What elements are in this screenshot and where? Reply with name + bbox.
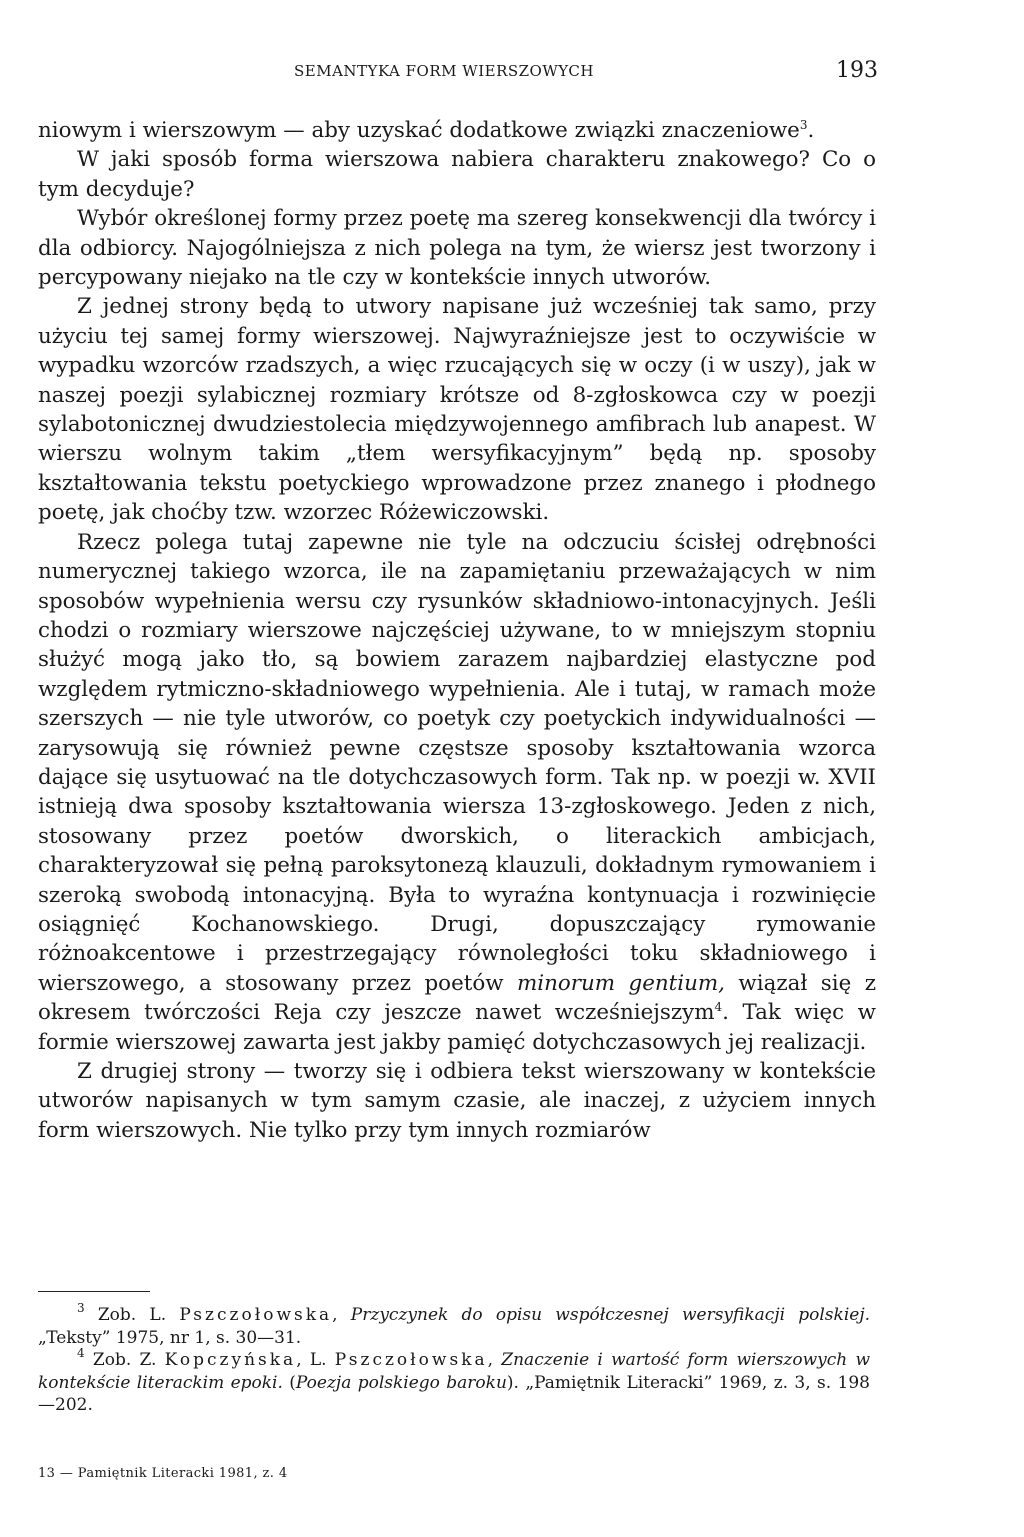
paragraph: Z jednej strony będą to utwory napisane już wcześniej tak samo, przy użyciu tej samej formy wierszowej. Najwyraźniejsze jest to oczywiście w wypadku wzorców rzadszych, a więc rzucających się w oczy (i w uszy), jak w naszej poezji sylabicznej rozmiary krótsze od 8-zgłoskowca czy w poezji sylabotonicznej dwudziestolecia międzywojennego amfibrach lub anapest. W wierszu wolnym takim „tłem wersyfikacyjnym” będą np. sposoby kształtowania tekstu poetyckiego wprowadzone przez znanego i płodnego poetę, jak choćby tzw. wzorzec Różewiczowski.	[38, 294, 876, 526]
footnote-number: 3	[77, 1301, 85, 1315]
latin-phrase: minorum gentium,	[516, 970, 725, 996]
footnote-3: $^3$ Zob. L. Pszczołowska, Przyczynek do opisu współczesnej wersyfikacji polskiej. „Teksty” 1975, nr 1, s. 30—31.	[38, 1301, 871, 1348]
paragraph: Z drugiej strony — tworzy się i odbiera tekst wierszowany w kontekście utworów napisanych w tym samym czasie, ale inaczej, z użyciem innych form wierszowych. Nie tylko przy tym innych rozmiarów	[38, 1059, 876, 1143]
page-number: 193	[836, 58, 878, 83]
footnote-rule	[38, 1291, 150, 1292]
author-name: Pszczołowska	[334, 1350, 488, 1370]
citation-title: Przyczynek do opisu współczesnej wersyfikacji polskiej.	[350, 1305, 871, 1325]
series-title: Poezja polskiego baroku	[295, 1372, 507, 1393]
author-name: Kopczyńska	[164, 1350, 297, 1370]
running-title: SEMANTYKA FORM WIERSZOWYCH	[294, 62, 594, 80]
footnote-ref-3[interactable]: 3	[799, 118, 808, 132]
citation-title: Znaczenie i wartość form wierszowych w kontekście literackim epoki.	[38, 1350, 871, 1393]
footnote-4: $^4$ Zob. Z. Kopczyńska, L. Pszczołowska, Znaczenie i wartość form wierszowych w kontekście literackim epoki. (Poezja polskiego baroku). „Pamiętnik Literacki” 1969, z. 3, s. 198—202.	[38, 1346, 871, 1415]
paragraph: Rzecz polega tutaj zapewne nie tyle na odczuciu ścisłej odrębności numerycznej takiego wzorca, ile na zapamiętaniu przeważających w nim sposobów wypełnienia wersu czy rysunków składniowo-intonacyjnych. Jeśli chodzi o rozmiary wierszowe najczęściej używane, to w mniejszym stopniu służyć mogą jako tło, są bowiem zarazem najbardziej elastyczne pod względem rytmiczno-składniowego wypełnienia. Ale i tutaj, w ramach może szerszych — nie tyle utworów, co poetyk czy poetyckich indywidualności — zarysowują się również pewne częstsze sposoby kształtowania wzorca dające się usytuować na tle dotychczasowych form. Tak np. w poezji w. XVII istnieją dwa sposoby kształtowania wiersza 13-zgłoskowego. Jeden z nich, stosowany przez poetów dworskich, o literackich ambicjach, charakteryzował się pełną paroksytonezą klauzuli, dokładnym rymowaniem i szeroką swobodą intonacyjną. Była to wyraźna kontynuacja i rozwinięcie osiągnięć Kochanowskiego. Drugi, dopuszczający rymowanie różnoakcentowe i przestrzegający równoległości toku składniowego i wierszowego, a stosowany przez poetów minorum gentium, wiązał się z okresem twórczości Reja czy jeszcze nawet wcześniejszym$^4$. Tak więc w formie wierszowej zawarta jest jakby pamięć dotychczasowych jej realizacji.	[38, 529, 876, 1055]
main-text	[38, 116, 876, 1145]
paragraph: W jaki sposób forma wierszowa nabiera charakteru znakowego? Co o tym decyduje?	[38, 147, 876, 202]
running-header	[38, 58, 878, 90]
author-name: Pszczołowska	[179, 1305, 333, 1325]
signature-line: 13 — Pamiętnik Literacki 1981, z. 4	[38, 1466, 288, 1481]
footnote-number: 4	[77, 1346, 85, 1360]
paragraph-continued: niowym i wierszowym — aby uzyskać dodatkowe związki znaczeniowe$^3$.	[38, 118, 815, 143]
footnotes	[38, 1301, 871, 1417]
footnote-ref-4[interactable]: 4	[714, 1000, 723, 1015]
paragraph: Wybór określonej formy przez poetę ma szereg konsekwencji dla twórcy i dla odbiorcy. Najogólniejsza z nich polega na tym, że wiersz jest tworzony i percypowany niejako na tle czy w kontekście innych utworów.	[38, 206, 877, 291]
